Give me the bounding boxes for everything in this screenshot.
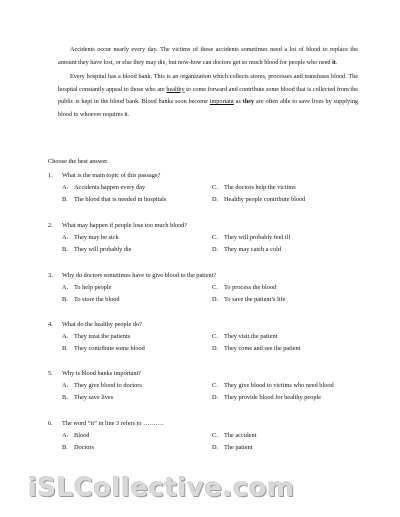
option-text: The patient	[224, 444, 253, 451]
question-number: 4.	[48, 321, 53, 328]
passage-underlined-word: important	[209, 98, 234, 106]
option-text: They give blood to doctors	[74, 382, 142, 389]
question-text: What may happen if people lose too much blood?	[62, 222, 188, 229]
option-text: To save the patient’s life	[224, 296, 286, 303]
option-letter: C.	[212, 234, 218, 241]
option-letter: C.	[212, 284, 218, 291]
option-text: They provide blood for healthy people	[224, 394, 322, 401]
question-text: The word “it” in line 3 refers to ……….	[62, 420, 164, 427]
option-text: They save lives	[74, 394, 114, 401]
question-number: 1.	[48, 172, 53, 179]
option-letter: A.	[62, 184, 69, 191]
option-letter: B.	[62, 246, 68, 253]
option-1b[interactable]	[62, 196, 166, 203]
option-4b[interactable]	[62, 345, 145, 352]
instruction: Choose the best answer.	[48, 158, 109, 165]
passage-underlined-word: healthy	[166, 85, 185, 93]
passage-text: are often able to save lives by supplying blood to whoever requires it.	[58, 98, 359, 118]
option-4a[interactable]	[62, 333, 130, 340]
option-text: They treat the patients	[74, 333, 131, 340]
option-letter: D.	[212, 296, 219, 303]
option-letter: D.	[212, 345, 219, 352]
reading-passage	[58, 44, 358, 124]
option-text: The blood that is needed in hospitals	[74, 196, 167, 203]
question-text: Why is blood banks important?	[62, 370, 142, 377]
passage-paragraph-1	[58, 44, 358, 69]
option-1a[interactable]	[62, 184, 145, 191]
option-6c[interactable]	[212, 432, 256, 439]
option-text: They will probably die	[74, 246, 132, 253]
option-letter: A.	[62, 234, 69, 241]
option-text: The doctors help the victims	[224, 184, 296, 191]
option-5c[interactable]	[212, 382, 334, 389]
option-text: They will probably feel ill	[224, 234, 291, 241]
option-text: They give blood to victims who need blood	[224, 382, 334, 389]
question-3	[48, 272, 378, 283]
option-3d[interactable]	[212, 296, 285, 303]
option-letter: B.	[62, 345, 68, 352]
passage-text: Every hospital has a blood bank. This is an organization which collects stores, processes and transfuses blood. The hospital constantly appeal to those who are	[58, 73, 358, 93]
question-text: Why do doctors sometimes have to give blood to the patient?	[62, 272, 217, 279]
question-1	[48, 172, 378, 183]
passage-text: to come forward and contribute some blood that is collected from the public is kept in the blood bank. Blood banks soon become	[58, 85, 358, 106]
option-text: Healthy people contribute blood	[224, 196, 306, 203]
option-letter: D.	[212, 394, 219, 401]
option-letter: A.	[62, 382, 69, 389]
option-letter: D.	[212, 196, 219, 203]
option-3a[interactable]	[62, 284, 111, 291]
question-number: 2.	[48, 222, 53, 229]
option-5a[interactable]	[62, 382, 142, 389]
option-4d[interactable]	[212, 345, 300, 352]
option-5d[interactable]	[212, 394, 321, 401]
option-1c[interactable]	[212, 184, 296, 191]
option-2c[interactable]	[212, 234, 290, 241]
passage-paragraph-2	[58, 71, 358, 121]
option-letter: C.	[212, 432, 218, 439]
option-text: They may be sick	[74, 234, 119, 241]
option-2d[interactable]	[212, 246, 281, 253]
option-text: Accidents happen every day	[74, 184, 146, 191]
option-text: They come and see the patient	[224, 345, 301, 352]
option-letter: D.	[212, 444, 219, 451]
option-text: They may catch a cold	[224, 246, 281, 253]
passage-text: as	[235, 98, 241, 106]
option-6d[interactable]	[212, 444, 253, 451]
option-1d[interactable]	[212, 196, 305, 203]
option-letter: C.	[212, 382, 218, 389]
option-letter: B.	[62, 296, 68, 303]
passage-bold-word: they	[242, 98, 255, 106]
option-text: They visit the patient	[224, 333, 278, 340]
option-letter: B.	[62, 444, 68, 451]
option-text: They contribute some blood	[74, 345, 145, 352]
option-text: To store the blood	[74, 296, 120, 303]
question-number: 3.	[48, 272, 53, 279]
question-text: What is the main topic of this passage?	[62, 172, 161, 179]
question-number: 6.	[48, 420, 53, 427]
option-4c[interactable]	[212, 333, 277, 340]
option-3b[interactable]	[62, 296, 120, 303]
option-letter: B.	[62, 196, 68, 203]
option-letter: A.	[62, 432, 69, 439]
question-number: 5.	[48, 370, 53, 377]
option-letter: A.	[62, 333, 69, 340]
option-6b[interactable]	[62, 444, 94, 451]
question-text: What do the healthy people do?	[62, 321, 142, 328]
option-6a[interactable]	[62, 432, 89, 439]
option-text: To help people	[74, 284, 112, 291]
option-letter: B.	[62, 394, 68, 401]
passage-text: .	[335, 58, 338, 66]
option-5b[interactable]	[62, 394, 113, 401]
question-5	[48, 370, 378, 381]
option-2b[interactable]	[62, 246, 132, 253]
option-text: To process the blood	[224, 284, 277, 291]
option-text: The accident	[224, 432, 257, 439]
option-3c[interactable]	[212, 284, 276, 291]
passage-text: Accidents occur nearly every day. The victims of these accidents sometimes need a lot of blood to replace the amount they have lost, or else they may die, but now-how can doctors get so much blood for people who need	[58, 46, 358, 66]
option-letter: C.	[212, 184, 218, 191]
passage-bold-word: it	[332, 58, 336, 66]
question-2	[48, 222, 378, 233]
option-letter: C.	[212, 333, 218, 340]
option-letter: A.	[62, 284, 69, 291]
option-text: Doctors	[74, 444, 94, 451]
option-2a[interactable]	[62, 234, 119, 241]
question-6	[48, 420, 378, 431]
option-text: Blood	[74, 432, 90, 439]
question-4	[48, 321, 378, 332]
watermark-logo: iSLCollective.com	[28, 473, 295, 503]
option-letter: D.	[212, 246, 219, 253]
